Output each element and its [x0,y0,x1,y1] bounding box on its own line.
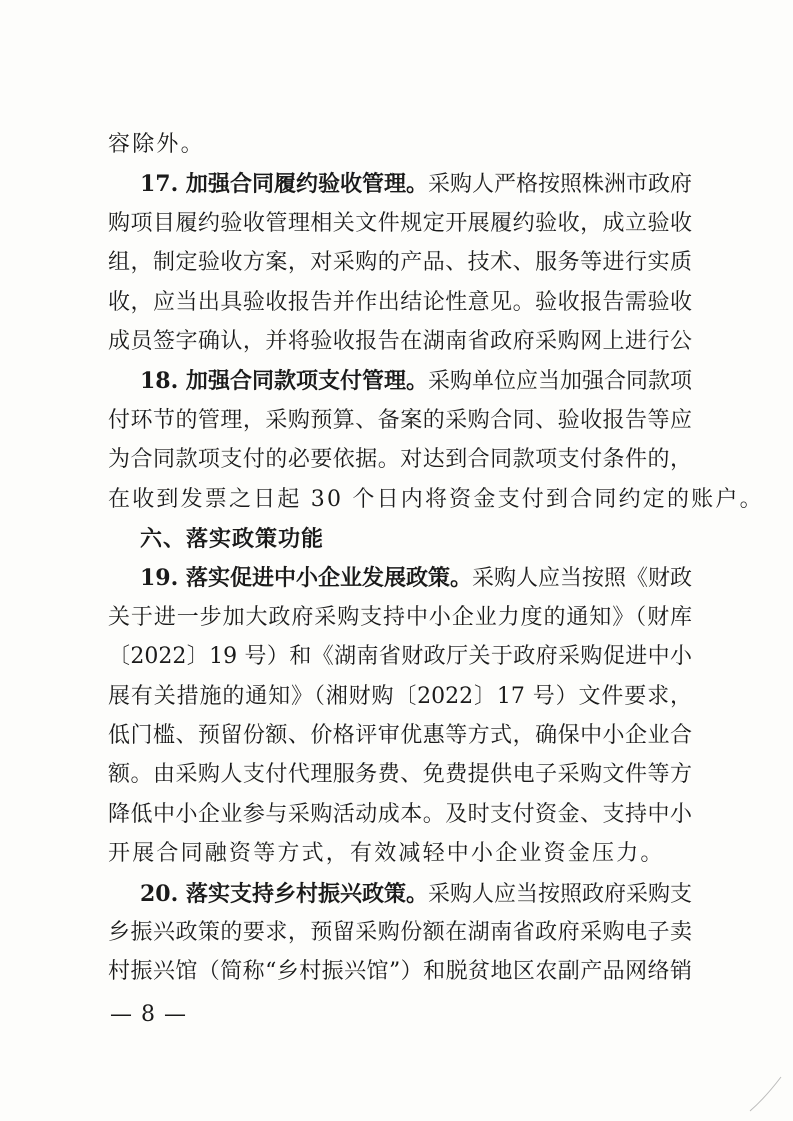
line-text: 采购人应当按照政府采购支 [427,881,692,907]
text-line [108,760,692,790]
line-text: 低门槛、预留份额、价格评审优惠等方式，确保中小企业合 [108,723,692,748]
text-line [108,682,692,712]
text-line [140,169,692,199]
text-line [108,406,692,436]
text-line [140,879,692,909]
line-text: 展有关措施的通知》（湘财购〔2022〕17 号）文件要求， [108,683,692,709]
line-text: 容除外。 [108,132,205,157]
line-text: 成员签字确认，并将验收报告在湖南省政府采购网上进行公 [108,329,692,354]
text-line [108,721,692,751]
text-line [108,839,665,869]
line-text: 在收到发票之日起 30 个日内将资金支付到合同约定的账户。 [108,486,764,512]
line-text: 关于进一步加大政府采购支持中小企业力度的通知》（财库 [108,604,692,630]
line-text: 采购人应当按照《财政 [471,566,692,592]
text-line [108,130,205,160]
clause-title: 20. 落实支持乡村振兴政策。 [140,880,428,907]
line-text: 为合同款项支付的必要依据。对达到合同款项支付条件的， [108,447,692,473]
line-text: 开展合同融资等方式，有效减轻中小企业资金压力。 [108,841,665,867]
text-line [108,327,692,357]
text-line [108,957,692,987]
section-heading [140,524,324,554]
text-line [108,918,692,948]
line-text: 乡振兴政策的要求，预留采购份额在湖南省政府采购电子卖 [108,920,692,945]
text-line [108,603,692,633]
section-heading-text: 六、落实政策功能 [140,526,325,552]
text-line [108,445,692,475]
page-number: — 8 — [110,1002,187,1027]
clause-title: 19. 落实促进中小企业发展政策。 [140,565,472,592]
text-line [108,288,692,318]
line-text: 收，应当出具验收报告并作出结论性意见。验收报告需验收 [108,289,692,315]
text-line [108,800,692,830]
text-line [108,209,692,239]
line-text: 〔2022〕19 号）和《湖南省财政厅关于政府采购促进中小 [108,644,692,670]
text-line [140,366,692,396]
line-text: 降低中小企业参与采购活动成本。及时支付资金、支持中小 [108,801,692,827]
line-text: 采购人严格按照株洲市政府 [427,172,692,198]
clause-title: 18. 加强合同款项支付管理。 [140,368,428,395]
clause-title: 17. 加强合同履约验收管理。 [140,171,428,198]
line-text: 付环节的管理，采购预算、备案的采购合同、验收报告等应 [108,407,692,433]
text-line [108,248,692,278]
text-line [140,563,692,593]
text-line [108,485,764,515]
line-text: 采购单位应当加强合同款项 [427,369,692,395]
line-text: 村振兴馆（简称“乡村振兴馆”）和脱贫地区农副产品网络销 [108,959,692,985]
line-text: 购项目履约验收管理相关文件规定开展履约验收，成立验收 [108,210,692,236]
page-corner-mark [745,1073,785,1113]
text-line [108,642,692,672]
line-text: 额。由采购人支付代理服务费、免费提供电子采购文件等方 [108,762,692,788]
line-text: 组，制定验收方案，对采购的产品、技术、服务等进行实质 [108,250,692,276]
